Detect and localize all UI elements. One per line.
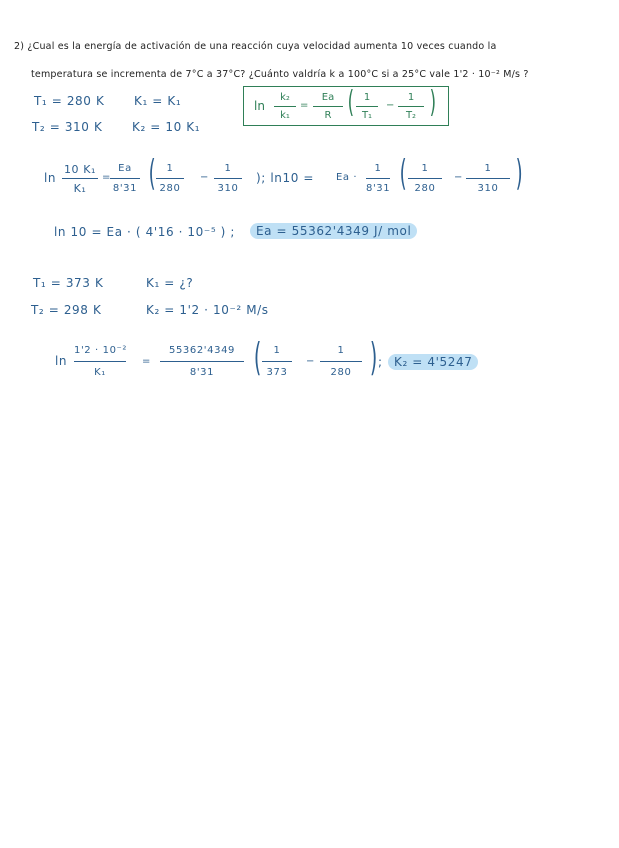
formula-ea: Ea <box>321 92 335 103</box>
step1-ln: ln <box>44 171 57 185</box>
given2-k2: K₂ = 1'2 · 10⁻² M/s <box>146 303 269 317</box>
ea-result-highlight: Ea = 55362'4349 J/ mol <box>250 223 417 239</box>
given-k1: K₁ = K₁ <box>134 94 182 108</box>
formula-fraction-ea-r <box>313 93 343 121</box>
given-t1: T₁ = 280 K <box>34 94 105 108</box>
step1-equals: = <box>102 172 111 183</box>
step1-separator: ); ln10 = <box>256 171 315 185</box>
step1-fraction-1-280b: 1 280 <box>408 164 442 194</box>
given2-t1: T₁ = 373 K <box>33 276 104 290</box>
problem-line-1: 2) ¿Cual es la energía de activación de una reacción cuya velocidad aumenta 10 veces cuando la <box>14 41 497 52</box>
step1-ea-times: Ea · <box>336 172 358 183</box>
step1-minus: − <box>200 172 209 183</box>
formula-fraction-k <box>274 93 296 121</box>
step3-ln: ln <box>55 354 68 368</box>
formula-r: R <box>324 110 332 121</box>
step1-minus-2: − <box>454 172 463 183</box>
step1-fraction-ea-r: Ea 8'31 <box>110 164 140 194</box>
step1-fraction-1-310: 1 310 <box>214 164 242 194</box>
formula-fraction-1-t2: 1 T₂ <box>398 93 424 121</box>
formula-equals: = <box>300 100 309 111</box>
step3-equals: = <box>142 356 151 367</box>
step1-fraction-k: 10 K₁ K₁ <box>63 163 97 195</box>
formula-t2: T₂ <box>405 110 417 121</box>
step3-separator: ; <box>378 355 383 369</box>
formula-ln: ln <box>254 99 265 113</box>
step3-minus: − <box>306 356 315 367</box>
step3-fraction-1-280: 1 280 <box>320 346 362 378</box>
step1-fraction-1-310b: 1 310 <box>466 164 510 194</box>
problem-line-2: temperatura se incrementa de 7°C a 37°C? ¿Cuánto valdría k a 100°C si a 25°C vale 1'2 · 10⁻² M/s ? <box>31 69 529 80</box>
step3-fraction-1-373: 1 373 <box>262 346 292 378</box>
formula-fraction-1-t1: 1 T₁ <box>356 93 378 121</box>
formula-k1: k₁ <box>280 110 290 121</box>
given-t2: T₂ = 310 K <box>32 120 103 134</box>
step1-fraction-1-280: 1 280 <box>156 164 184 194</box>
step2-equation: ln 10 = Ea · ( 4'16 · 10⁻⁵ ) ; <box>54 225 235 239</box>
step3-fraction-k: 1'2 · 10⁻² K₁ <box>74 345 128 378</box>
k2-result-highlight: K₂ = 4'5247 <box>388 354 478 370</box>
given-k2: K₂ = 10 K₁ <box>132 120 201 134</box>
formula-k2: k₂ <box>280 92 290 103</box>
formula-minus: − <box>386 100 395 111</box>
step3-fraction-ea-r: 55362'4349 8'31 <box>160 346 244 378</box>
formula-t1: T₁ <box>361 110 373 121</box>
step1-fraction-1-r: 1 8'31 <box>366 163 391 194</box>
given2-t2: T₂ = 298 K <box>31 303 102 317</box>
given2-k1: K₁ = ¿? <box>146 276 194 290</box>
